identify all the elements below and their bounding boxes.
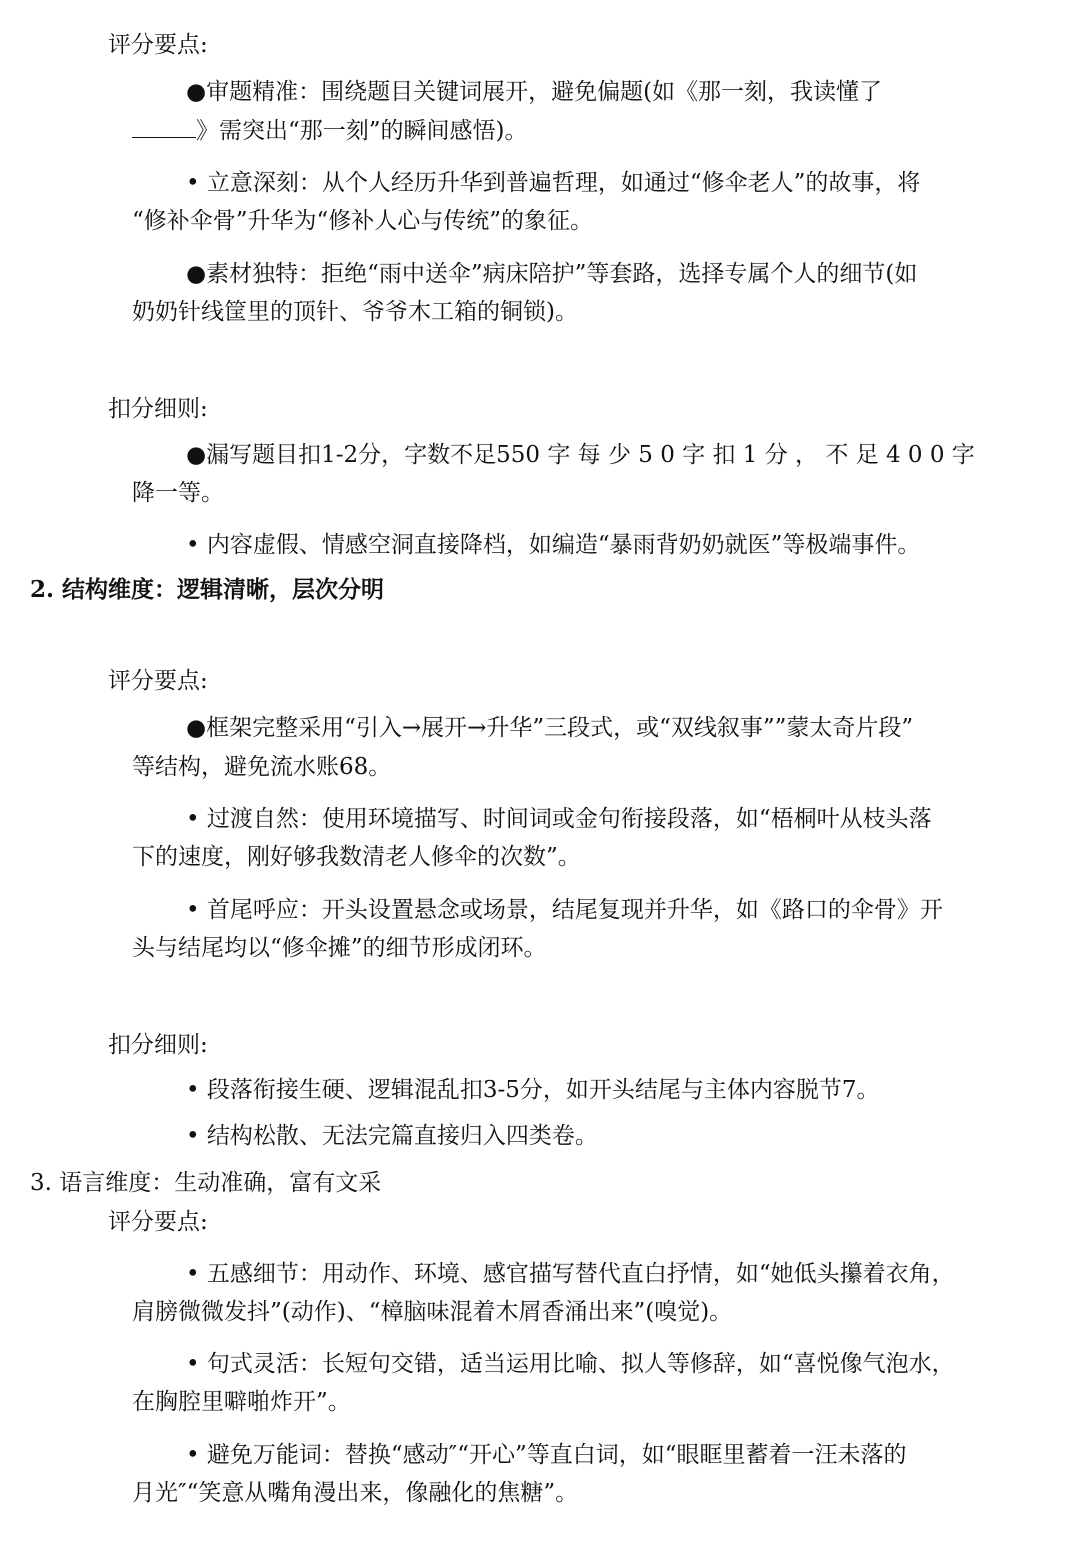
point-five-senses: • 五感细节：用动作、环境、感官描写替代直白抒情，如“她低头攥着衣角，	[186, 1261, 955, 1287]
fill-in-blank	[132, 117, 196, 138]
deduction-rules-label: 扣分细则:	[108, 1032, 208, 1058]
scoring-points-label: 评分要点:	[108, 1209, 208, 1235]
point-deep-intent: • 立意深刻：从个人经历升华到普遍哲理，如通过“修伞老人”的故事，将	[186, 170, 921, 196]
scoring-points-label: 评分要点:	[108, 668, 208, 694]
point-echo-start-end-cont: 头与结尾均以“修伞摊”的细节形成闭环。	[132, 935, 547, 961]
point-avoid-generic-words: • 避免万能词：替换“感动″“开心”等直白词，如“眼眶里蓄着一汪未落的	[186, 1442, 907, 1468]
deduction-loose-structure: • 结构松散、无法完篇直接归入四类卷。	[186, 1123, 598, 1149]
point-natural-transition-cont: 下的速度，刚好够我数清老人修伞的次数”。	[132, 844, 581, 870]
deduction-title-wordcount-cont: 降一等。	[132, 480, 224, 506]
point-flexible-sentences: • 句式灵活：长短句交错，适当运用比喻、拟人等修辞，如“喜悦像气泡水，	[186, 1351, 955, 1377]
point-flexible-sentences-cont: 在胸腔里噼啪炸开”。	[132, 1389, 351, 1415]
point-topic-accuracy: ●审题精准：围绕题目关键词展开，避免偏题(如《那一刻，我读懂了	[186, 79, 883, 105]
deduction-false-content: • 内容虚假、情感空洞直接降档，如编造“暴雨背奶奶就医”等极端事件。	[186, 532, 921, 558]
deduction-title-wordcount: ●漏写题目扣1-2分，字数不足550 字 每 少 5 0 字 扣 1 分 ， 不 足 4 0 0 字	[186, 442, 975, 468]
point-natural-transition: • 过渡自然：使用环境描写、时间词或金句衔接段落，如“梧桐叶从枝头落	[186, 806, 932, 832]
point-unique-material: ●素材独特：拒绝“雨中送伞”病床陪护”等套路，选择专属个人的细节(如	[186, 261, 918, 287]
deduction-rules-label: 扣分细则:	[108, 396, 208, 422]
point-complete-framework: ●框架完整采用“引入→展开→升华”三段式，或“双线叙事””蒙太奇片段”	[186, 715, 914, 741]
point-unique-material-cont: 奶奶针线筐里的顶针、爷爷木工箱的铜锁)。	[132, 299, 578, 325]
point-avoid-generic-words-cont: 月光″“笑意从嘴角漫出来，像融化的焦糖”。	[132, 1480, 579, 1506]
point-deep-intent-cont: “修补伞骨”升华为“修补人心与传统”的象征。	[132, 208, 594, 234]
scoring-points-label: 评分要点:	[108, 32, 208, 58]
point-complete-framework-cont: 等结构，避免流水账68。	[132, 754, 392, 780]
section-heading-language: 3. 语言维度：生动准确，富有文采	[30, 1170, 382, 1196]
point-echo-start-end: • 首尾呼应：开头设置悬念或场景，结尾复现并升华，如《路口的伞骨》开	[186, 897, 943, 923]
section-heading-structure: 2. 结构维度：逻辑清晰，层次分明	[30, 576, 385, 603]
point-five-senses-cont: 肩膀微微发抖”(动作)、“樟脑味混着木屑香涌出来”(嗅觉)。	[132, 1299, 733, 1325]
deduction-stiff-transition: • 段落衔接生硬、逻辑混乱扣3-5分，如开头结尾与主体内容脱节7。	[186, 1077, 880, 1103]
point-topic-accuracy-cont: 》需突出“那一刻”的瞬间感悟)。	[132, 116, 528, 146]
